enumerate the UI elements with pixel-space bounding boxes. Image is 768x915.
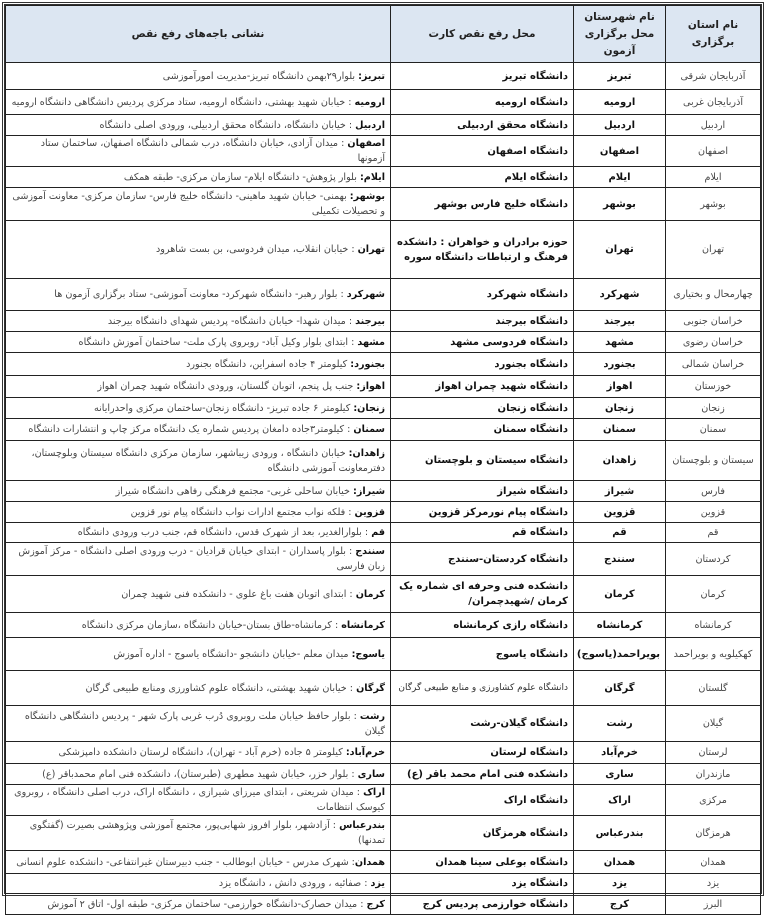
address-city-label: شهرکرد — [346, 289, 385, 300]
cell-place: دانشکده فنی امام محمد باقر (ع) — [391, 764, 574, 785]
cell-place: دانشگاه محقق اردبیلی — [391, 115, 574, 136]
address-text: کیلومتر ۶ جاده تبریز- دانشگاه زنجان-ساختمان مرکزی واحدرایانه — [93, 402, 354, 414]
address-city-label: اراک — [363, 787, 385, 798]
cell-city: بجنورد — [574, 353, 666, 376]
exam-locations-table — [5, 5, 761, 915]
table-row — [6, 816, 761, 851]
table-row — [6, 851, 761, 874]
cell-city: سنندج — [574, 543, 666, 576]
cell-place: دانشگاه بجنورد — [391, 353, 574, 376]
table-body — [6, 63, 761, 915]
address-text: : خیابان دانشگاه، دانشگاه محقق اردبیلی، ورودی اصلی دانشگاه — [99, 119, 356, 131]
cell-province: کردستان — [666, 543, 761, 576]
cell-province: گلستان — [666, 671, 761, 706]
address-city-label: قم — [371, 527, 385, 538]
cell-place: دانشگاه یاسوج — [391, 638, 574, 671]
cell-city: کرج — [574, 894, 666, 915]
cell-address — [6, 279, 391, 311]
cell-place: دانشگاه خلیج فارس بوشهر — [391, 188, 574, 221]
address-text: : میدان شریعتی ، ابتدای میرزای شیرازی ، دانشگاه اراک، درب اصلی دانشگاه ، روبروی کیوسک انتظامات — [14, 787, 385, 813]
cell-address — [6, 764, 391, 785]
cell-place: دانشگاه فردوسی مشهد — [391, 332, 574, 353]
address-text: : میدان حصارک-دانشگاه خوارزمی- ساختمان مرکزی- طبقه اول- اتاق ۲ آموزش — [47, 898, 367, 910]
cell-address — [6, 419, 391, 441]
header-city: نام شهرستان محل برگزاری آزمون — [574, 6, 666, 63]
table-row — [6, 441, 761, 481]
cell-province: هرمزگان — [666, 816, 761, 851]
address-city-label: گرگان — [356, 682, 385, 694]
cell-city: قزوین — [574, 502, 666, 523]
table-header-row — [6, 6, 761, 63]
cell-province: قزوین — [666, 502, 761, 523]
cell-place: دانشگاه پیام نورمرکز قزوین — [391, 502, 574, 523]
address-text: : شهرک مدرس - خیابان ابوطالب - جنب دبیرستان غیرانتفاعی- دانشکده علوم انسانی — [16, 856, 355, 868]
cell-address — [6, 671, 391, 706]
table-row — [6, 894, 761, 915]
cell-city: سمنان — [574, 419, 666, 441]
cell-place: حوزه برادران و خواهران : دانشکده فرهنگ و ارتباطات دانشگاه سوره — [391, 221, 574, 279]
cell-city: اهواز — [574, 376, 666, 398]
cell-place: دانشگاه لرستان — [391, 742, 574, 764]
cell-place: دانشگاه خوارزمی پردیس کرج — [391, 894, 574, 915]
address-text: خیابان ساحلی غربی- مجتمع فرهنگی رفاهی دانشگاه شیراز — [115, 485, 354, 497]
address-text: : آزادشهر، بلوار افروز شهابی‌پور، مجتمع آموزشی وپژوهشی بصیرت (گفتگوی تمدنها) — [29, 820, 385, 846]
address-city-label: ایلام: — [359, 171, 385, 183]
cell-place: دانشگاه بوعلی سینا همدان — [391, 851, 574, 874]
cell-city: مشهد — [574, 332, 666, 353]
table-row — [6, 419, 761, 441]
address-text: : خیابان انقلاب، میدان فردوسی، بن بست شاهرود — [156, 244, 358, 255]
cell-place: دانشگاه تبریز — [391, 63, 574, 90]
address-city-label: تهران — [357, 244, 385, 255]
cell-address — [6, 523, 391, 543]
cell-address — [6, 398, 391, 419]
cell-city: بویراحمد(یاسوج) — [574, 638, 666, 671]
cell-province: آذربایجان شرقی — [666, 63, 761, 90]
address-city-label: اهواز: — [356, 381, 385, 392]
address-city-label: بوشهر: — [349, 191, 385, 202]
address-text: : خیابان شهید بهشتی، دانشگاه ارومیه، ستاد مرکزی پردیس دانشگاهی دانشگاه ارومیه — [11, 96, 355, 108]
cell-province: چهارمحال و بختیاری — [666, 279, 761, 311]
cell-place: دانشگاه رازی کرمانشاه — [391, 613, 574, 638]
address-city-label: مشهد — [357, 336, 385, 348]
table-row — [6, 671, 761, 706]
cell-city: بندرعباس — [574, 816, 666, 851]
address-city-label: اردبیل — [355, 119, 385, 131]
address-city-label: شیراز: — [353, 485, 385, 497]
address-city-label: بیرجند — [355, 315, 385, 327]
table-row — [6, 638, 761, 671]
table-row — [6, 502, 761, 523]
cell-address — [6, 502, 391, 523]
address-text: خیابان دانشگاه ، ورودی زیباشهر، سازمان مرکزی دانشگاه سیستان وبلوچستان، دفترمعاونت آموزشی دانشگاه — [31, 447, 385, 474]
table-row — [6, 398, 761, 419]
address-city-label: همدان — [354, 856, 385, 868]
address-text: : ابتدای بلوار وکیل آباد- روبروی پارک ملت- ساختمان آموزش دانشگاه — [78, 336, 358, 348]
cell-city: یزد — [574, 874, 666, 894]
cell-city: زاهدان — [574, 441, 666, 481]
header-province: نام استان برگزاری — [666, 6, 761, 63]
cell-city: اردبیل — [574, 115, 666, 136]
cell-place: دانشگاه ایلام — [391, 167, 574, 188]
table-row — [6, 90, 761, 115]
table-row — [6, 706, 761, 742]
address-city-label: زاهدان: — [348, 447, 385, 459]
address-city-label: کرمانشاه — [341, 619, 385, 631]
cell-city: اراک — [574, 785, 666, 816]
table-row — [6, 742, 761, 764]
address-text: : ابتدای اتوبان هفت باغ علوی - دانشکده فنی شهید چمران — [121, 588, 356, 600]
cell-province: فارس — [666, 481, 761, 502]
cell-province: خراسان شمالی — [666, 353, 761, 376]
cell-city: شیراز — [574, 481, 666, 502]
cell-city: گرگان — [574, 671, 666, 706]
address-city-label: ارومیه — [354, 96, 385, 108]
cell-city: ارومیه — [574, 90, 666, 115]
cell-province: کرمان — [666, 576, 761, 613]
cell-city: شهرکرد — [574, 279, 666, 311]
table-row — [6, 874, 761, 894]
address-text: : بلوار پاسداران - ابتدای خیابان قرادیان - درب ورودی اصلی دانشگاه - مرکز آموزش زبان فارسی — [18, 546, 385, 572]
cell-place: دانشگاه ارومیه — [391, 90, 574, 115]
address-text: : خیابان شهید بهشتی، دانشگاه علوم کشاورزی ومنابع طبیعی گرگان — [85, 682, 357, 694]
address-text: : بلوار حافظ خیابان ملت روبروی دُرب غربی پارک شهر - پردیس دانشگاهی دانشگاه گیلان — [24, 710, 385, 737]
table-row — [6, 188, 761, 221]
cell-address — [6, 90, 391, 115]
cell-city: زنجان — [574, 398, 666, 419]
table-row — [6, 543, 761, 576]
cell-city: خرم‌آباد — [574, 742, 666, 764]
cell-province: سیستان و بلوچستان — [666, 441, 761, 481]
table-row — [6, 764, 761, 785]
cell-province: مرکزی — [666, 785, 761, 816]
cell-place: دانشگاه یزد — [391, 874, 574, 894]
address-city-label: ساری — [357, 768, 385, 780]
cell-address — [6, 816, 391, 851]
cell-place: دانشگاه اصفهان — [391, 136, 574, 167]
cell-address — [6, 376, 391, 398]
table-row — [6, 353, 761, 376]
cell-province: اردبیل — [666, 115, 761, 136]
cell-address — [6, 332, 391, 353]
address-city-label: قزوین — [354, 506, 385, 518]
address-text: : کرمانشاه-طاق بستان-خیابان دانشگاه ،سازمان مرکزی دانشگاه — [81, 619, 342, 631]
address-text: کیلومتر ۴ جاده اسفراین، دانشگاه بجنورد — [186, 358, 351, 370]
cell-province: قم — [666, 523, 761, 543]
cell-address — [6, 742, 391, 764]
cell-province: خراسان رضوی — [666, 332, 761, 353]
table-row — [6, 376, 761, 398]
cell-address — [6, 638, 391, 671]
cell-city: اصفهان — [574, 136, 666, 167]
cell-place: دانشگاه علوم کشاورزی و منابع طبیعی گرگان — [391, 671, 574, 706]
cell-address — [6, 136, 391, 167]
cell-province: البرز — [666, 894, 761, 915]
cell-address — [6, 167, 391, 188]
cell-province: بوشهر — [666, 188, 761, 221]
cell-address — [6, 894, 391, 915]
address-city-label: زنجان: — [353, 402, 385, 414]
address-city-label: بندرعباس — [339, 820, 385, 831]
cell-province: مازندران — [666, 764, 761, 785]
cell-city: کرمانشاه — [574, 613, 666, 638]
address-text: میدان معلم -خیابان دانشجو -دانشگاه یاسوج - اداره آموزش — [113, 648, 352, 660]
address-text: : بلوار رهبر- دانشگاه شهرکرد- معاونت آموزشی- ستاد برگزاری آزمون ها — [54, 289, 347, 300]
cell-address — [6, 481, 391, 502]
table-row — [6, 221, 761, 279]
cell-city: قم — [574, 523, 666, 543]
cell-province: اصفهان — [666, 136, 761, 167]
table-row — [6, 481, 761, 502]
cell-province: زنجان — [666, 398, 761, 419]
cell-province: آذربایجان غربی — [666, 90, 761, 115]
table-row — [6, 136, 761, 167]
cell-province: خوزستان — [666, 376, 761, 398]
cell-address — [6, 576, 391, 613]
table-row — [6, 523, 761, 543]
cell-city: کرمان — [574, 576, 666, 613]
address-city-label: اصفهان — [347, 138, 385, 149]
address-city-label: سنندج — [355, 546, 385, 557]
table-row — [6, 311, 761, 332]
cell-province: گیلان — [666, 706, 761, 742]
address-city-label: تبریز: — [358, 70, 385, 82]
cell-place: دانشگاه شهرکرد — [391, 279, 574, 311]
address-text: بلوار۲۹بهمن دانشگاه تبریز-مدیریت امورآموزشی — [162, 70, 359, 82]
address-city-label: سمنان — [353, 424, 385, 435]
cell-province: خراسان جنوبی — [666, 311, 761, 332]
cell-city: بیرجند — [574, 311, 666, 332]
address-text: بهمنی- خیابان شهید ماهینی- دانشگاه خلیج فارس- سازمان مرکزی- معاونت آموزشی و تحصیلات تکمیلی — [12, 191, 385, 217]
address-city-label: رشت — [359, 710, 385, 722]
cell-city: تهران — [574, 221, 666, 279]
cell-address — [6, 221, 391, 279]
cell-place: دانشگاه شهید چمران اهواز — [391, 376, 574, 398]
cell-place: دانشگاه هرمزگان — [391, 816, 574, 851]
cell-place: دانشکده فنی وحرفه ای شماره یک کرمان /شهیدچمران/ — [391, 576, 574, 613]
cell-address — [6, 613, 391, 638]
address-city-label: خرم‌آباد: — [345, 747, 385, 758]
cell-place: دانشگاه اراک — [391, 785, 574, 816]
header-place: محل رفع نقص کارت — [391, 6, 574, 63]
cell-city: ساری — [574, 764, 666, 785]
cell-place: دانشگاه قم — [391, 523, 574, 543]
table-row — [6, 576, 761, 613]
address-text: : کیلومتر۳جاده دامغان پردیس شماره یک دانشگاه مرکز چاپ و انتشارات دانشگاه — [28, 424, 354, 435]
cell-address — [6, 851, 391, 874]
header-address: نشانی باجه‌های رفع نقص — [6, 6, 391, 63]
cell-province: لرستان — [666, 742, 761, 764]
address-text: کیلومتر ۵ جاده (خرم آباد - تهران)، دانشگاه لرستان دانشکده دامپزشکی — [58, 747, 346, 758]
address-text: : بلوارالغدیر، بعد از شهرک قدس، دانشگاه قم، جنب درب ورودی دانشگاه — [77, 527, 372, 538]
cell-address — [6, 874, 391, 894]
cell-place: دانشگاه کردستان-سنندج — [391, 543, 574, 576]
address-text: : فلکه نواب مجتمع ادارات نواب دانشگاه پیام نور قزوین — [130, 506, 355, 518]
address-text: : صفائیه ، ورودی دانش ، دانشگاه یزد — [218, 878, 371, 889]
cell-place: دانشگاه سمنان — [391, 419, 574, 441]
cell-province: کرمانشاه — [666, 613, 761, 638]
cell-address — [6, 706, 391, 742]
table-row — [6, 167, 761, 188]
address-text: جنب پل پنجم، اتوبان گلستان، ورودی دانشگاه شهید چمران اهواز — [97, 381, 357, 392]
cell-province: همدان — [666, 851, 761, 874]
address-city-label: کرمان — [355, 588, 385, 600]
cell-province: یزد — [666, 874, 761, 894]
cell-address — [6, 63, 391, 90]
address-city-label: بجنورد: — [350, 358, 385, 370]
cell-place: دانشگاه بیرجند — [391, 311, 574, 332]
table-row — [6, 785, 761, 816]
cell-address — [6, 311, 391, 332]
cell-address — [6, 115, 391, 136]
cell-city: همدان — [574, 851, 666, 874]
cell-city: رشت — [574, 706, 666, 742]
cell-province: سمنان — [666, 419, 761, 441]
cell-address — [6, 785, 391, 816]
cell-place: دانشگاه شیراز — [391, 481, 574, 502]
address-city-label: کرج — [366, 898, 385, 910]
cell-province: ایلام — [666, 167, 761, 188]
exam-locations-table-frame — [2, 2, 764, 910]
table-row — [6, 332, 761, 353]
cell-province: تهران — [666, 221, 761, 279]
cell-address — [6, 188, 391, 221]
address-text: : میدان شهدا- خیابان دانشگاه- پردیس شهدای دانشگاه بیرجند — [107, 315, 356, 327]
cell-city: ایلام — [574, 167, 666, 188]
cell-city: بوشهر — [574, 188, 666, 221]
cell-city: تبریز — [574, 63, 666, 90]
address-city-label: یاسوج: — [351, 648, 385, 660]
table-row — [6, 115, 761, 136]
cell-place: دانشگاه گیلان-رشت — [391, 706, 574, 742]
address-text: : میدان آزادی، خیابان دانشگاه، درب شمالی دانشگاه اصفهان، ساختمان ستاد آزمونها — [40, 138, 385, 164]
cell-place: دانشگاه سیستان و بلوچستان — [391, 441, 574, 481]
address-text: بلوار پژوهش- دانشگاه ایلام- سازمان مرکزی- طبقه همکف — [123, 171, 360, 183]
cell-address — [6, 441, 391, 481]
address-text: : بلوار خزر، خیابان شهید مطهری (طبرستان)، دانشکده فنی امام محمدباقر (ع) — [42, 768, 358, 780]
address-city-label: یزد — [370, 878, 385, 889]
table-row — [6, 63, 761, 90]
cell-place: دانشگاه زنجان — [391, 398, 574, 419]
table-row — [6, 613, 761, 638]
cell-address — [6, 353, 391, 376]
cell-province: کهکیلویه و بویراحمد — [666, 638, 761, 671]
table-row — [6, 279, 761, 311]
cell-address — [6, 543, 391, 576]
